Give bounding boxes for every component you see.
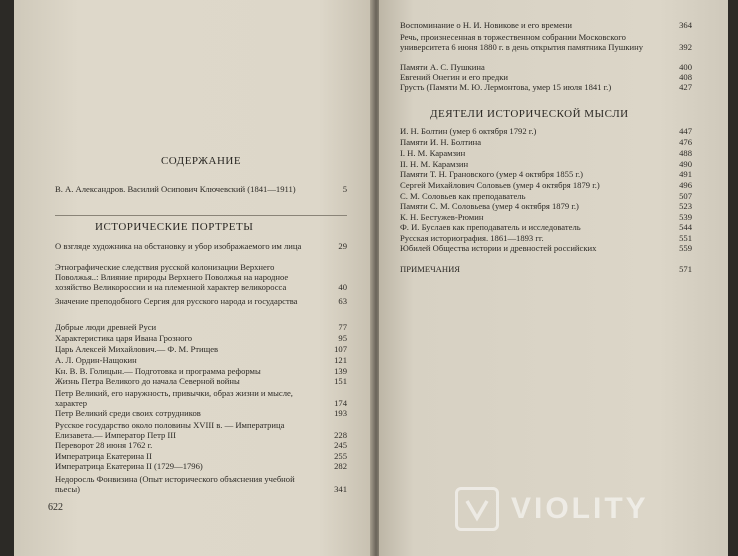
section-title-portraits: ИСТОРИЧЕСКИЕ ПОРТРЕТЫ [95, 221, 254, 233]
toc-entry-text: Значение преподобного Сергия для русского народа и государства [55, 296, 298, 306]
section-title-historians: ДЕЯТЕЛИ ИСТОРИЧЕСКОЙ МЫСЛИ [430, 108, 629, 120]
toc-entry [400, 222, 692, 232]
toc-entry-text: А. Л. Ордин-Нащокин [55, 355, 137, 365]
toc-entry-text: Жизнь Петра Великого до начала Северной войны [55, 376, 240, 386]
toc-entry-text: С. М. Соловьев как преподаватель [400, 191, 526, 201]
toc-entry-author-text: В. А. Александров. Василий Осипович Ключевский (1841—1911) [55, 184, 296, 194]
toc-entry [55, 420, 347, 440]
toc-entry [400, 72, 692, 82]
toc-entry [55, 333, 347, 343]
toc-entry-text: Кн. В. В. Голицын.— Подготовка и программа реформы [55, 366, 261, 376]
toc-entry [400, 20, 692, 30]
toc-entry-text: Юбилей Общества истории и древностей российских [400, 243, 597, 253]
toc-entry-text: Петр Великий среди своих сотрудников [55, 408, 201, 418]
toc-entry-page: 77 [338, 322, 347, 332]
toc-entry-page: 544 [679, 222, 692, 232]
toc-entry [400, 148, 692, 158]
toc-entry-page: 63 [338, 296, 347, 306]
toc-entry [400, 201, 692, 211]
toc-entry-author [55, 184, 347, 194]
toc-entry-text: О взгляде художника на обстановку и убор изображаемого им лица [55, 241, 302, 251]
toc-entry [55, 296, 347, 306]
toc-entry [55, 241, 347, 251]
toc-entry-text: Добрые люди древней Руси [55, 322, 157, 332]
toc-entry-page: 490 [679, 159, 692, 169]
toc-entry-page: 447 [679, 126, 692, 136]
toc-entry-text: Императрица Екатерина II (1729—1796) [55, 461, 203, 471]
violity-logo-icon [455, 487, 499, 531]
toc-entry [400, 233, 692, 243]
toc-entry-text: Памяти С. М. Соловьева (умер 4 октября 1879 г.) [400, 201, 579, 211]
toc-entry-page: 551 [679, 233, 692, 243]
toc-entry-text: Характеристика царя Ивана Грозного [55, 333, 193, 343]
toc-entry [400, 62, 692, 72]
toc-entry-page: 392 [679, 42, 692, 52]
toc-entry [400, 126, 692, 136]
toc-entry-page: 151 [334, 376, 347, 386]
toc-entry [400, 180, 692, 190]
toc-entry-text: Памяти И. Н. Болтина [400, 137, 482, 147]
toc-entry [400, 159, 692, 169]
toc-entry [55, 461, 347, 471]
toc-entry-text: Русская историография. 1861—1893 гг. [400, 233, 544, 243]
toc-entry [55, 408, 347, 418]
toc-entry [55, 262, 347, 292]
toc-entry-page: 496 [679, 180, 692, 190]
toc-entry-text: Грусть (Памяти М. Ю. Лермонтова, умер 15 июля 1841 г.) [400, 82, 612, 92]
toc-entry [55, 355, 347, 365]
toc-entry-page: 539 [679, 212, 692, 222]
toc-entry-page: 255 [334, 451, 347, 461]
toc-entry-text: Петр Великий, его наружность, привычки, образ жизни и мысле, характер [55, 388, 293, 408]
toc-entry-page: 228 [334, 430, 347, 440]
toc-entry-page: 245 [334, 440, 347, 450]
watermark [455, 485, 725, 533]
toc-entry-text: Императрица Екатерина II [55, 451, 152, 461]
toc-entry-text: Памяти Т. Н. Грановского (умер 4 октября 1855 г.) [400, 169, 583, 179]
toc-entry-text: Этнографические следствия русской колонизации Верхнего Поволжья..: Влияние природы Верхнего Поволжья на народное хозяйство Великороссии и на племенной характер великоросса [55, 262, 289, 292]
toc-entry-text: I. Н. М. Карамзин [400, 148, 466, 158]
watermark-text: VIOLITY [511, 492, 649, 525]
toc-entry-page: 507 [679, 191, 692, 201]
toc-entry-page: 40 [338, 282, 347, 292]
toc-entry [55, 388, 347, 408]
toc-entry-text: Памяти А. С. Пушкина [400, 62, 485, 72]
toc-entry-page: 139 [334, 366, 347, 376]
toc-entry [400, 243, 692, 253]
toc-entry-text: Ф. И. Буслаев как преподаватель и исследователь [400, 222, 581, 232]
page-number: 622 [48, 502, 63, 513]
toc-entry-text: Воспоминание о Н. И. Новикове и его времени [400, 20, 572, 30]
toc-entry [55, 344, 347, 354]
toc-entry-page: 174 [334, 398, 347, 408]
toc-entry [400, 191, 692, 201]
toc-entry-page: 121 [334, 355, 347, 365]
toc-entry-page: 193 [334, 408, 347, 418]
toc-entry-page: 400 [679, 62, 692, 72]
toc-entry-author-page: 5 [342, 184, 347, 194]
toc-entry [400, 82, 692, 92]
toc-entry-notes-text: ПРИМЕЧАНИЯ [400, 264, 461, 274]
toc-entry-page: 476 [679, 137, 692, 147]
toc-entry-text: Речь, произнесенная в торжественном собрании Московского университета 6 июня 1880 г. в день открытия памятника Пушкину [400, 32, 644, 52]
toc-entry-notes-page: 571 [679, 264, 692, 274]
toc-entry-page: 488 [679, 148, 692, 158]
toc-entry-text: II. Н. М. Карамзин [400, 159, 469, 169]
toc-entry-text: Переворот 28 июня 1762 г. [55, 440, 153, 450]
toc-entry [400, 137, 692, 147]
toc-entry-text: Недоросль Фонвизина (Опыт исторического объяснения учебной пьесы) [55, 474, 295, 494]
toc-entry [400, 32, 692, 52]
toc-entry [55, 451, 347, 461]
toc-entry [55, 376, 347, 386]
toc-entry [55, 474, 347, 494]
toc-entry-page: 427 [679, 82, 692, 92]
toc-entry-page: 107 [334, 344, 347, 354]
toc-entry-page: 408 [679, 72, 692, 82]
toc-entry-page: 523 [679, 201, 692, 211]
toc-entry [400, 212, 692, 222]
toc-entry-page: 491 [679, 169, 692, 179]
toc-entry-page: 29 [338, 241, 347, 251]
toc-entry-text: Царь Алексей Михайлович.— Ф. М. Ртищев [55, 344, 219, 354]
toc-entry-notes [400, 264, 692, 274]
toc-entry-text: Русское государство около половины XVIII в. — Императрица Елизавета.— Император Петр III [55, 420, 285, 440]
toc-entry [55, 322, 347, 332]
toc-title: СОДЕРЖАНИЕ [160, 155, 242, 167]
toc-entry-page: 559 [679, 243, 692, 253]
toc-entry-page: 341 [334, 484, 347, 494]
toc-entry-text: И. Н. Болтин (умер 6 октября 1792 г.) [400, 126, 537, 136]
toc-entry [55, 440, 347, 450]
toc-entry [55, 366, 347, 376]
toc-entry-page: 95 [338, 333, 347, 343]
toc-entry-text: К. Н. Бестужев-Рюмин [400, 212, 484, 222]
toc-entry-page: 364 [679, 20, 692, 30]
toc-entry-page: 282 [334, 461, 347, 471]
header-rule [55, 215, 347, 216]
toc-entry [400, 169, 692, 179]
toc-entry-text: Евгений Онегин и его предки [400, 72, 509, 82]
toc-entry-text: Сергей Михайлович Соловьев (умер 4 октября 1879 г.) [400, 180, 600, 190]
